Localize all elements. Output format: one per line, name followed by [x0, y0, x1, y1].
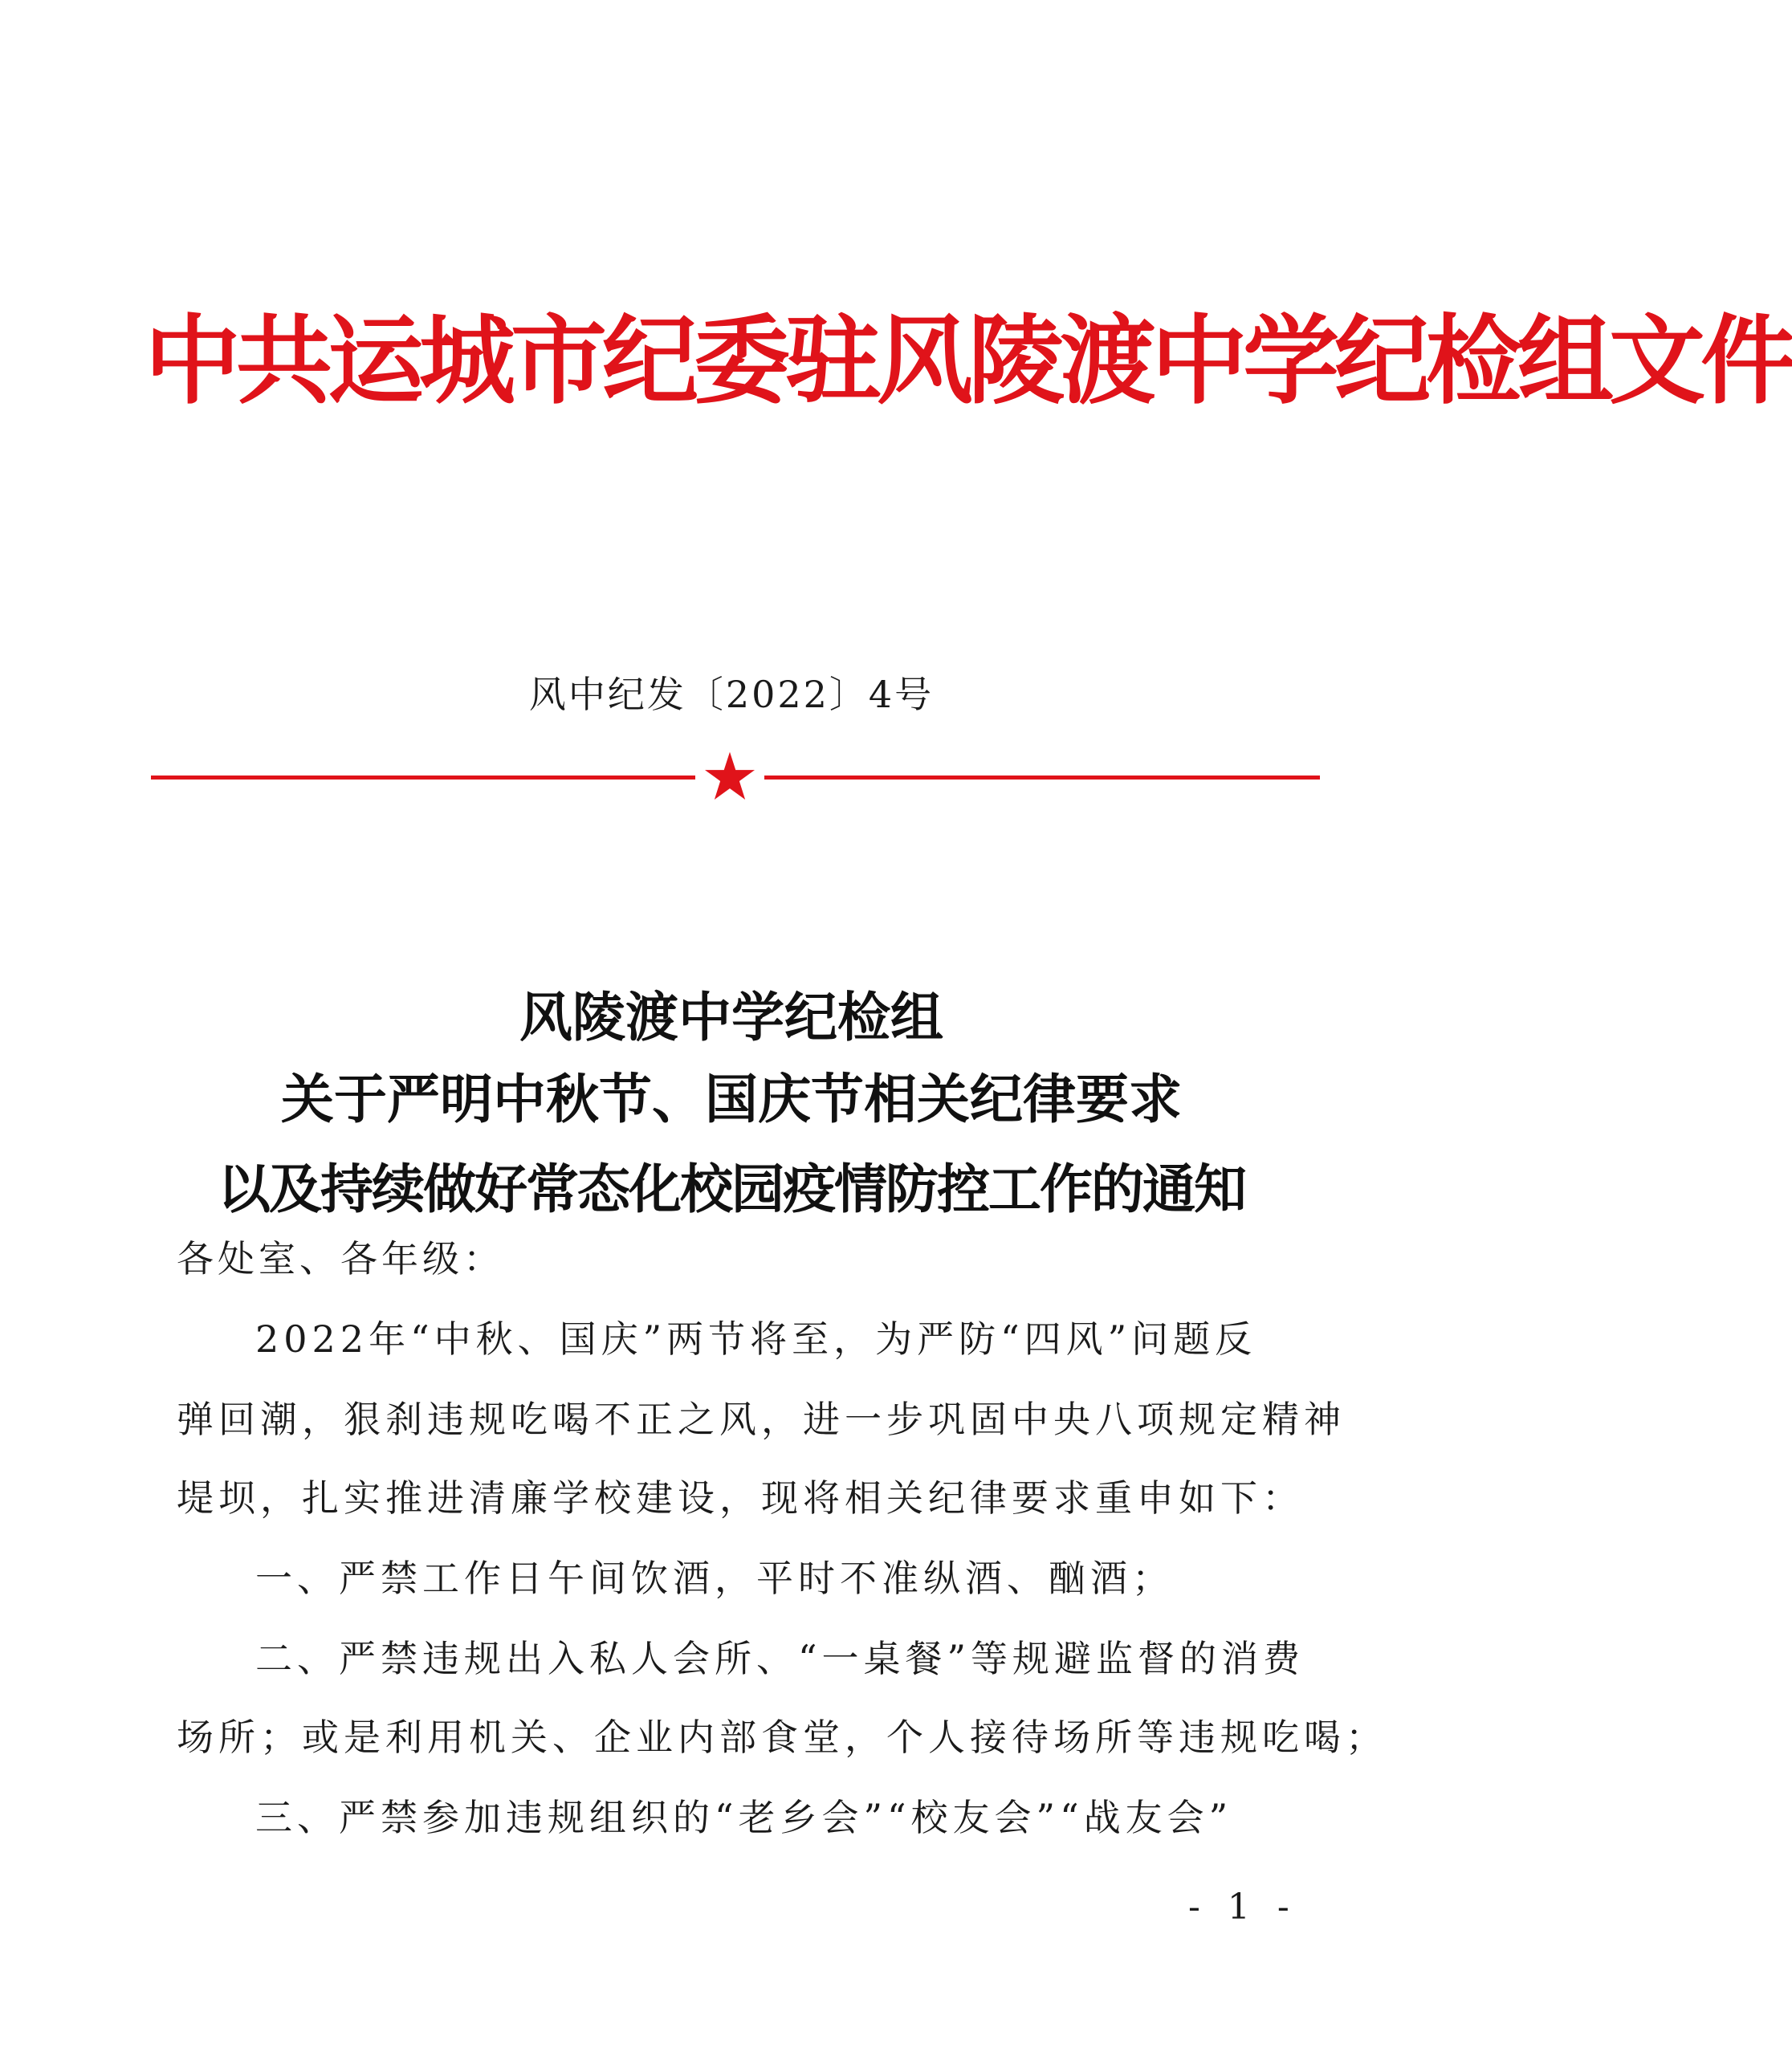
salutation: 各处室、各年级： [177, 1237, 504, 1280]
notice-title-line-2: 关于严明中秋节、国庆节相关纪律要求 [281, 1068, 1182, 1130]
body-line: 2022年“中秋、国庆”两节将至，为严防“四风”问题反 [255, 1317, 1257, 1361]
red-star-icon [703, 750, 756, 803]
body-line: 堤坝，扎实推进清廉学校建设，现将相关纪律要求重申如下： [177, 1476, 1304, 1520]
red-divider-right [764, 776, 1320, 780]
body-line: 二、严禁违规出入私人会所、“一桌餐”等规避监督的消费 [255, 1637, 1305, 1680]
red-divider-left [151, 776, 695, 780]
red-masthead: 中共运城市纪委驻风陵渡中学纪检组文件 [145, 304, 1792, 417]
notice-title-line-3: 以及持续做好常态化校园疫情防控工作的通知 [218, 1158, 1245, 1220]
body-line: 三、严禁参加违规组织的“老乡会”“校友会”“战友会” [255, 1796, 1233, 1839]
document-number: 风中纪发〔2022〕4号 [528, 673, 935, 716]
body-line: 一、严禁工作日午间饮酒，平时不准纵酒、酗酒； [255, 1557, 1174, 1600]
page-number: - 1 - [1188, 1887, 1297, 1928]
body-line: 弹回潮，狠刹违规吃喝不正之风，进一步巩固中央八项规定精神 [177, 1398, 1346, 1441]
notice-title-line-1: 风陵渡中学纪检组 [519, 986, 943, 1048]
body-line: 场所；或是利用机关、企业内部食堂，个人接待场所等违规吃喝； [177, 1716, 1387, 1759]
